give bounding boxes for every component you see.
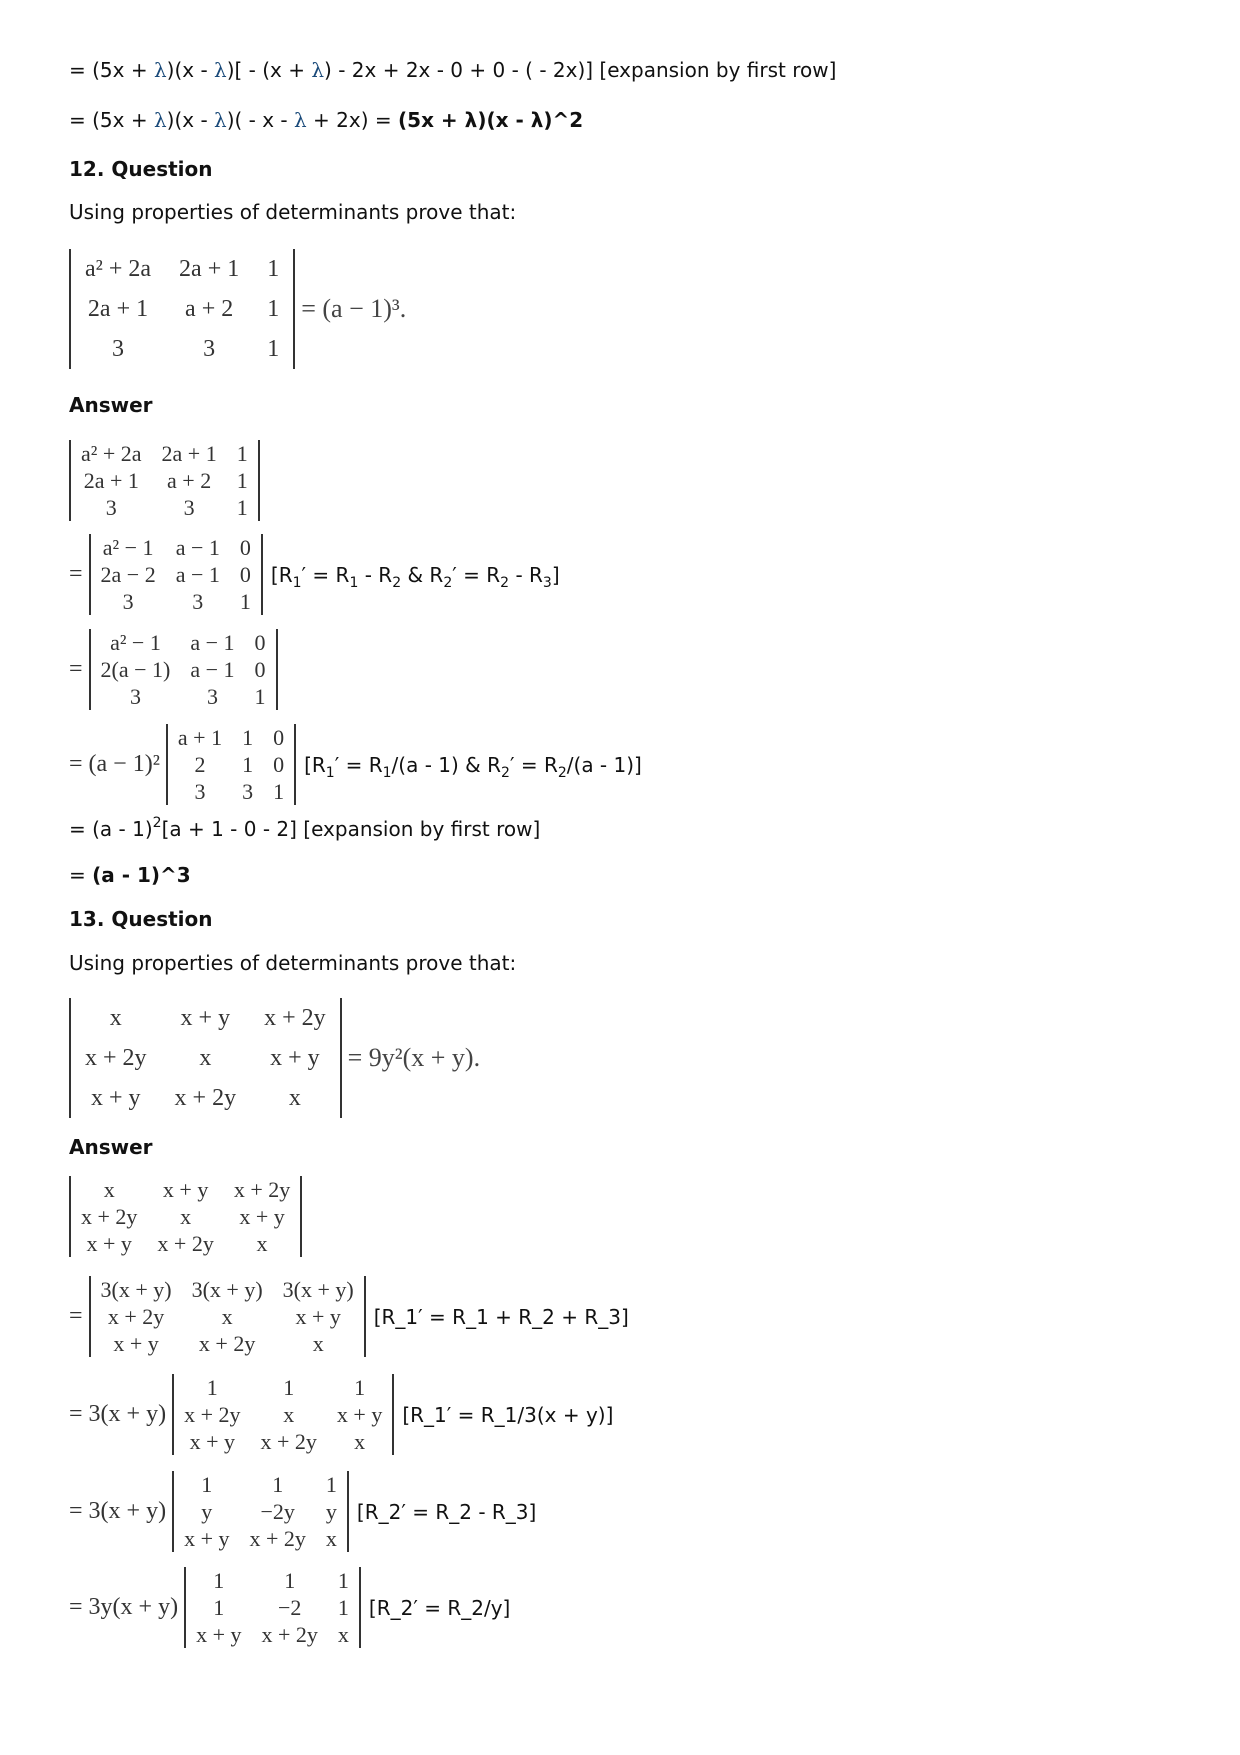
matrix-row bbox=[90, 656, 277, 683]
q12-step-0 bbox=[69, 440, 260, 521]
result-line bbox=[69, 108, 583, 132]
matrix-cell: 3 bbox=[122, 589, 134, 614]
matrix-row bbox=[185, 1594, 360, 1621]
matrix-row bbox=[173, 1525, 348, 1552]
matrix-cell: x + y bbox=[180, 1005, 231, 1031]
q12-question-rhs: = (a − 1)³. bbox=[301, 294, 407, 323]
q13-step-3 bbox=[69, 1471, 536, 1552]
matrix-cell: a² + 2a bbox=[81, 441, 142, 466]
determinant bbox=[166, 724, 296, 805]
determinant bbox=[69, 440, 260, 521]
matrix-cell: x + y bbox=[239, 1204, 285, 1229]
matrix-cell: −2 bbox=[277, 1595, 302, 1620]
matrix-row bbox=[70, 329, 294, 369]
matrix-cell: x + 2y bbox=[261, 1622, 318, 1647]
q13-question-rhs: = 9y²(x + y). bbox=[347, 1043, 481, 1072]
matrix-row bbox=[167, 778, 295, 805]
step-prefix: = bbox=[69, 561, 83, 587]
matrix-row bbox=[90, 1303, 365, 1330]
q13-step-1 bbox=[69, 1276, 629, 1357]
matrix-cell: −2y bbox=[260, 1499, 295, 1524]
matrix-row bbox=[185, 1621, 360, 1648]
matrix-cell: x bbox=[180, 1204, 192, 1229]
matrix-row bbox=[70, 1078, 341, 1118]
q13-heading: 13. Question bbox=[69, 907, 213, 931]
matrix-cell: 3 bbox=[183, 495, 195, 520]
matrix-cell: 1 bbox=[254, 684, 266, 709]
matrix-row bbox=[90, 561, 262, 588]
determinant bbox=[172, 1471, 349, 1552]
matrix-cell: 1 bbox=[283, 1375, 295, 1400]
matrix-cell: 1 bbox=[206, 1375, 218, 1400]
matrix-cell: 2a + 1 bbox=[161, 441, 217, 466]
q13-question-equation bbox=[69, 998, 480, 1118]
matrix-row bbox=[173, 1401, 393, 1428]
matrix-cell: 1 bbox=[272, 1472, 284, 1497]
matrix-cell: x bbox=[337, 1622, 349, 1647]
q12-step-3 bbox=[69, 724, 642, 805]
matrix-cell: y bbox=[201, 1499, 213, 1524]
result-lhs: = (5x + λ)(x - λ)( - x - λ + 2x) = bbox=[69, 108, 399, 132]
matrix-cell: 1 bbox=[337, 1595, 349, 1620]
determinant bbox=[89, 1276, 366, 1357]
matrix-cell: 3(x + y) bbox=[100, 1277, 172, 1302]
matrix-cell: 1 bbox=[325, 1472, 337, 1497]
matrix-cell: 1 bbox=[267, 336, 280, 362]
matrix-cell: x + 2y bbox=[233, 1177, 291, 1202]
matrix-cell: x bbox=[256, 1231, 268, 1256]
step-note: [R_1′ = R_1 + R_2 + R_3] bbox=[373, 1304, 629, 1329]
q13-step-2 bbox=[69, 1374, 613, 1455]
step-note: [$R_1' = R_1/(a - 1)$ & $R_2' = R_2/(a - 1)$] bbox=[304, 752, 642, 781]
matrix-cell: 0 bbox=[254, 630, 266, 655]
matrix-cell: 3 bbox=[194, 779, 206, 804]
matrix-row bbox=[167, 751, 295, 778]
matrix-cell: 2a − 2 bbox=[100, 562, 156, 587]
matrix-row bbox=[173, 1374, 393, 1401]
matrix-cell: 2a + 1 bbox=[83, 468, 139, 493]
q13-question-determinant bbox=[69, 998, 342, 1118]
step-note: [$R_1' = R_1 - R_2$ & $R_2' = R_2 - R_3$] bbox=[270, 562, 560, 591]
matrix-cell: 2a + 1 bbox=[179, 256, 240, 282]
matrix-cell: 1 bbox=[242, 752, 254, 777]
q12-answer-heading: Answer bbox=[69, 393, 153, 417]
matrix-cell: x bbox=[354, 1429, 366, 1454]
matrix-cell: 3 bbox=[203, 336, 216, 362]
matrix-row bbox=[70, 494, 259, 521]
q13-step-0 bbox=[69, 1176, 302, 1257]
matrix-cell: 1 bbox=[354, 1375, 366, 1400]
step-prefix: = 3y(x + y) bbox=[69, 1594, 179, 1620]
result-bold: (5x + λ)(x - λ)^2 bbox=[398, 108, 584, 132]
matrix-cell: 3(x + y) bbox=[282, 1277, 354, 1302]
step-prefix: = bbox=[69, 656, 83, 682]
matrix-cell: x + y bbox=[196, 1622, 242, 1647]
matrix-cell: 3(x + y) bbox=[191, 1277, 263, 1302]
matrix-cell: 2a + 1 bbox=[87, 296, 149, 322]
q13-step-4 bbox=[69, 1567, 510, 1648]
matrix-cell: 1 bbox=[201, 1472, 213, 1497]
matrix-cell: 1 bbox=[267, 256, 280, 282]
matrix-cell: a + 2 bbox=[185, 296, 234, 322]
matrix-cell: a² + 2a bbox=[85, 256, 152, 282]
matrix-cell: x bbox=[221, 1304, 233, 1329]
matrix-cell: x bbox=[288, 1085, 301, 1111]
matrix-row bbox=[70, 440, 259, 467]
step-note: [R_2′ = R_2/y] bbox=[368, 1595, 511, 1620]
matrix-row bbox=[70, 1038, 341, 1078]
matrix-cell: y bbox=[325, 1499, 337, 1524]
matrix-row bbox=[70, 249, 294, 289]
q12-final bbox=[69, 863, 191, 887]
matrix-row bbox=[90, 1276, 365, 1303]
matrix-cell: x + y bbox=[189, 1429, 235, 1454]
matrix-cell: 3 bbox=[242, 779, 254, 804]
matrix-cell: x + 2y bbox=[260, 1429, 317, 1454]
step-prefix: = 3(x + y) bbox=[69, 1498, 167, 1524]
matrix-row bbox=[90, 629, 277, 656]
matrix-cell: a² − 1 bbox=[110, 630, 161, 655]
matrix-row bbox=[173, 1471, 348, 1498]
matrix-cell: 1 bbox=[236, 441, 248, 466]
matrix-cell: x + 2y bbox=[174, 1085, 237, 1111]
matrix-cell: 0 bbox=[254, 657, 266, 682]
q12-prompt: Using properties of determinants prove that: bbox=[69, 200, 517, 224]
matrix-cell: a + 1 bbox=[177, 725, 223, 750]
matrix-row bbox=[173, 1498, 348, 1525]
matrix-cell: x + 2y bbox=[157, 1231, 214, 1256]
matrix-cell: x bbox=[103, 1177, 115, 1202]
q12-question-equation bbox=[69, 249, 406, 369]
matrix-cell: x + 2y bbox=[198, 1331, 256, 1356]
matrix-cell: 0 bbox=[273, 752, 285, 777]
determinant bbox=[184, 1567, 361, 1648]
matrix-cell: x + 2y bbox=[85, 1045, 147, 1071]
matrix-row bbox=[70, 1176, 301, 1203]
matrix-cell: x + 2y bbox=[81, 1204, 138, 1229]
matrix-row bbox=[70, 467, 259, 494]
matrix-cell: a − 1 bbox=[190, 630, 235, 655]
determinant bbox=[89, 629, 278, 710]
matrix-cell: a − 1 bbox=[190, 657, 235, 682]
matrix-cell: x + y bbox=[184, 1526, 230, 1551]
expansion-line: = (5x + λ)(x - λ)[ - (x + λ) - 2x + 2x - 0 + 0 - ( - 2x)] [expansion by first row] bbox=[69, 58, 837, 82]
matrix-cell: 1 bbox=[213, 1568, 225, 1593]
matrix-cell: x bbox=[325, 1526, 337, 1551]
matrix-row bbox=[90, 1330, 365, 1357]
q12-step-2 bbox=[69, 629, 278, 710]
matrix-cell: 1 bbox=[337, 1568, 349, 1593]
step-note: [R_1′ = R_1/3(x + y)] bbox=[402, 1402, 614, 1427]
matrix-cell: x + 2y bbox=[264, 1005, 326, 1031]
matrix-cell: a − 1 bbox=[175, 535, 220, 560]
matrix-cell: 1 bbox=[213, 1595, 225, 1620]
final-result: (a - 1)^3 bbox=[92, 863, 191, 887]
matrix-row bbox=[90, 534, 262, 561]
matrix-cell: x + y bbox=[336, 1402, 383, 1427]
matrix-cell: a² − 1 bbox=[102, 535, 154, 560]
matrix-cell: x + 2y bbox=[107, 1304, 165, 1329]
q12-question-determinant bbox=[69, 249, 295, 369]
matrix-cell: x + y bbox=[113, 1331, 159, 1356]
matrix-row bbox=[70, 1203, 301, 1230]
q12-step-1 bbox=[69, 534, 560, 615]
determinant bbox=[172, 1374, 394, 1455]
eq-sign: = bbox=[69, 863, 93, 887]
matrix-cell: 3 bbox=[105, 495, 117, 520]
matrix-cell: x + y bbox=[270, 1045, 320, 1071]
matrix-cell: 3 bbox=[112, 336, 125, 362]
q13-prompt: Using properties of determinants prove that: bbox=[69, 951, 517, 975]
matrix-cell: x + 2y bbox=[249, 1526, 306, 1551]
step-prefix: = 3(x + y) bbox=[69, 1401, 167, 1427]
matrix-cell: x + y bbox=[91, 1085, 141, 1111]
step-note: [R_2′ = R_2 - R_3] bbox=[356, 1499, 537, 1524]
matrix-cell: 1 bbox=[284, 1568, 296, 1593]
matrix-row bbox=[173, 1428, 393, 1455]
matrix-row bbox=[70, 289, 294, 329]
matrix-cell: x + y bbox=[162, 1177, 209, 1202]
step-prefix: = (a − 1)² bbox=[69, 751, 160, 777]
determinant bbox=[69, 1176, 302, 1257]
matrix-row bbox=[90, 683, 277, 710]
matrix-cell: x + y bbox=[295, 1304, 341, 1329]
matrix-cell: 0 bbox=[239, 562, 251, 587]
matrix-cell: 1 bbox=[236, 468, 248, 493]
q13-answer-heading: Answer bbox=[69, 1135, 153, 1159]
matrix-cell: a − 1 bbox=[175, 562, 220, 587]
matrix-cell: 1 bbox=[239, 589, 251, 614]
matrix-row bbox=[70, 1230, 301, 1257]
matrix-cell: x bbox=[199, 1045, 212, 1071]
matrix-cell: x bbox=[283, 1402, 295, 1427]
matrix-cell: 0 bbox=[273, 725, 285, 750]
matrix-row bbox=[90, 588, 262, 615]
matrix-cell: 1 bbox=[236, 495, 248, 520]
matrix-cell: x + 2y bbox=[184, 1402, 241, 1427]
matrix-row bbox=[70, 998, 341, 1038]
step-prefix: = bbox=[69, 1303, 83, 1329]
matrix-cell: 3 bbox=[192, 589, 204, 614]
matrix-cell: x bbox=[109, 1005, 122, 1031]
q12-expansion: = (a - 1)$^2$[a + 1 - 0 - 2] [expansion by first row] bbox=[69, 815, 541, 841]
matrix-cell: 3 bbox=[129, 684, 141, 709]
matrix-cell: 3 bbox=[206, 684, 218, 709]
matrix-row bbox=[167, 724, 295, 751]
matrix-cell: 1 bbox=[267, 296, 280, 322]
matrix-cell: 0 bbox=[239, 535, 251, 560]
matrix-cell: 2 bbox=[194, 752, 206, 777]
matrix-cell: x + y bbox=[86, 1231, 132, 1256]
matrix-row bbox=[185, 1567, 360, 1594]
matrix-cell: a + 2 bbox=[167, 468, 212, 493]
matrix-cell: x bbox=[312, 1331, 324, 1356]
matrix-cell: 2(a − 1) bbox=[100, 657, 171, 682]
determinant bbox=[89, 534, 263, 615]
matrix-cell: 1 bbox=[273, 779, 285, 804]
q12-heading: 12. Question bbox=[69, 157, 213, 181]
matrix-cell: 1 bbox=[242, 725, 254, 750]
